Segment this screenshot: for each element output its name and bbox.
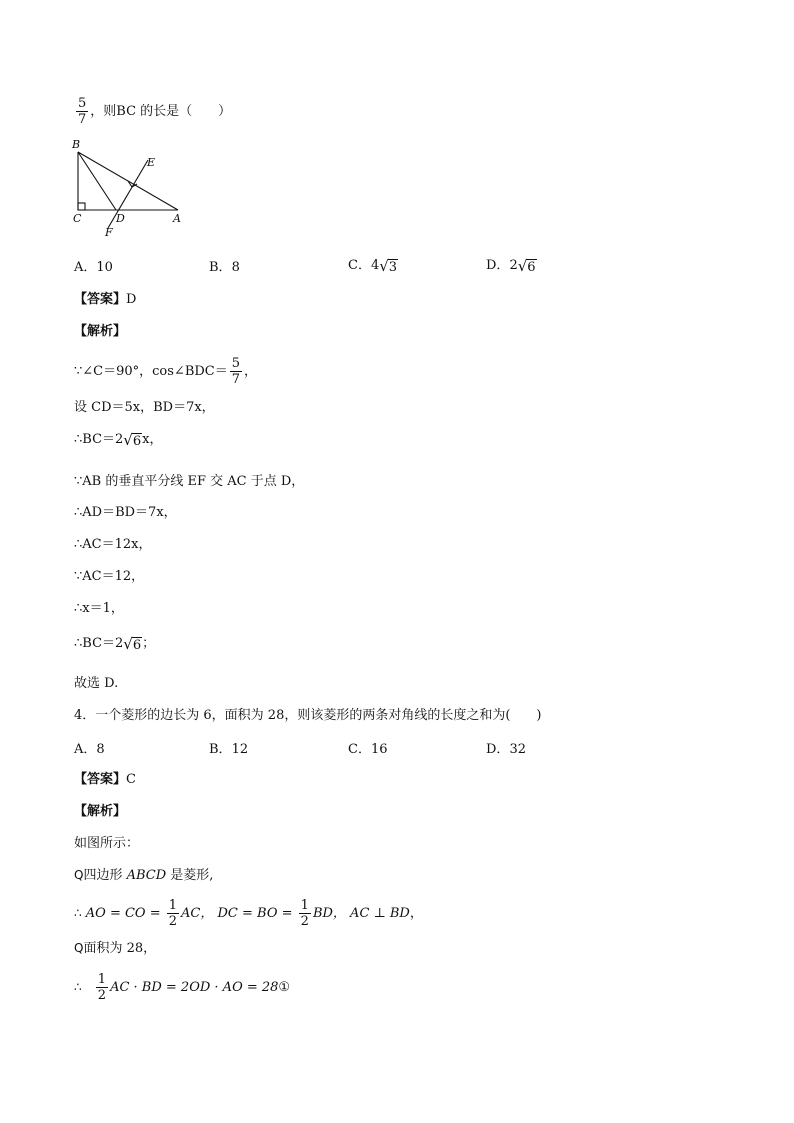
q3-step-2: 设 CD＝5x，BD＝7x， [74, 400, 215, 415]
therefore-symbol: ∴ [74, 980, 82, 994]
q3-option-a[interactable]: A．10 [74, 260, 113, 275]
q4-line-5: ∴ $\frac{1}{2}$ AC · BD = 2OD · AO = 28① [74, 972, 291, 1003]
q3-step-9: ∴BC＝2 √ 6 ； [74, 634, 156, 653]
q3-step-10: 故选 D. [74, 676, 119, 691]
q4-option-b[interactable]: B．12 [209, 742, 249, 757]
q3-step-3: ∴BC＝2 √ 6 x， [74, 430, 163, 449]
therefore-symbol: ∴ [74, 906, 82, 920]
half-fraction: $\frac{1}{2}$ [300, 898, 309, 929]
q3-stem [74, 96, 231, 127]
q3-step-5: ∴AD＝BD＝7x， [74, 505, 177, 520]
sqrt-symbol: √ 6 [123, 430, 142, 449]
q4-analysis-label: 【解析】 [74, 804, 127, 819]
q4-line-1: 如图所示： [74, 836, 140, 851]
q3-analysis-label: 【解析】 [74, 324, 127, 339]
q3-step-4: ∵AB 的垂直平分线 EF 交 AC 于点 D， [74, 474, 305, 489]
label-e: E [147, 156, 156, 169]
cos-fraction: $\frac{5}{7}$ [231, 356, 241, 387]
q4-option-a[interactable]: A．8 [74, 742, 105, 757]
q4-option-c[interactable]: C．16 [348, 742, 388, 757]
because-symbol: Q [74, 868, 84, 882]
because-symbol: Q [74, 941, 84, 955]
q3-step-1: ∵∠C＝90°，cos∠BDC＝ $\frac{5}{7}$ ， [74, 356, 258, 387]
q4-answer: 【答案】C [74, 772, 136, 787]
sqrt-symbol: √ 6 [123, 634, 142, 653]
label-f: F [105, 226, 113, 236]
half-fraction: $\frac{1}{2}$ [168, 898, 178, 929]
q3-stem-text: ，则BC 的长是（ ） [90, 104, 232, 119]
q3-stem-fraction: $\frac{5}{7}$ [78, 96, 87, 127]
label-c: C [73, 212, 82, 225]
q3-step-6: ∴AC＝12x， [74, 537, 152, 552]
sqrt-symbol: √ 6 [517, 256, 536, 275]
label-a: A [173, 212, 181, 225]
q4-line-2: Q四边形 ABCD 是菱形, [74, 868, 214, 883]
q4-line-4: Q面积为 28， [74, 941, 157, 956]
label-b: B [72, 138, 81, 151]
q4-line-3: ∴ AO = CO = $\frac{1}{2}$ AC， DC = BO = $\frac{1}{2}$ BD， AC ⊥ BD， [74, 898, 423, 929]
q4-stem: 4．一个菱形的边长为 6，面积为 28，则该菱形的两条对角线的长度之和为( ) [74, 708, 542, 723]
q3-option-c[interactable]: C．4 √ 3 [348, 256, 398, 275]
half-fraction: $\frac{1}{2}$ [97, 972, 107, 1003]
q4-option-d[interactable]: D．32 [486, 742, 526, 757]
q3-answer: 【答案】D [74, 292, 137, 307]
q3-triangle-figure [70, 136, 200, 236]
q3-option-b[interactable]: B．8 [209, 260, 240, 275]
q3-step-8: ∴x＝1， [74, 601, 124, 616]
q3-step-7: ∵AC＝12， [74, 569, 145, 584]
sqrt-symbol: √ 3 [379, 256, 398, 275]
label-d: D [116, 212, 125, 225]
q3-option-d[interactable]: D．2 √ 6 [486, 256, 536, 275]
